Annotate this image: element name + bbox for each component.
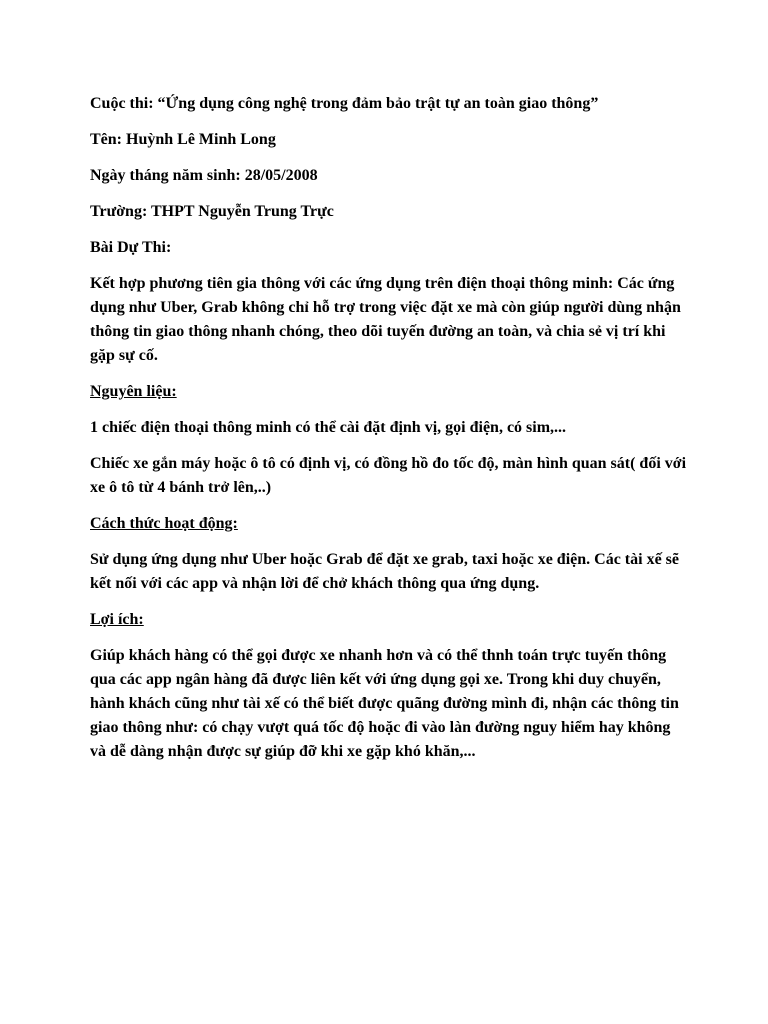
contest-line: Cuộc thi: “Ứng dụng công nghệ trong đảm bảo trật tự an toàn giao thông” bbox=[90, 95, 599, 112]
material-item-2: Chiếc xe gắn máy hoặc ô tô có định vị, có đồng hồ đo tốc độ, màn hình quan sát( đối với xe ô tô từ 4 bánh trở lên,..) bbox=[90, 455, 687, 496]
dob-line: Ngày tháng năm sinh: 28/05/2008 bbox=[90, 167, 318, 184]
entry-label: Bài Dự Thi: bbox=[90, 239, 172, 256]
benefits-paragraph: Giúp khách hàng có thể gọi được xe nhanh hơn và có thể thnh toán trực tuyến thông qua các app ngân hàng đã được liên kết với ứng dụng gọi xe. Trong khi duy chuyển, hành khách cũng như tài xế có thể biết được quãng đường mình đi, nhận các thông tin giao thông như: có chạy vượt quá tốc độ hoặc đi vào làn đường nguy hiểm hay không và dễ dàng nhận được sự giúp đỡ khi xe gặp khó khăn,... bbox=[90, 647, 679, 760]
benefits-heading: Lợi ích: bbox=[90, 611, 144, 628]
document-body bbox=[90, 92, 690, 776]
material-item-1: 1 chiếc điện thoại thông minh có thể cài đặt định vị, gọi điện, có sim,... bbox=[90, 419, 567, 436]
school-line: Trường: THPT Nguyễn Trung Trực bbox=[90, 203, 334, 220]
materials-heading: Nguyên liệu: bbox=[90, 383, 177, 400]
name-line: Tên: Huỳnh Lê Minh Long bbox=[90, 131, 276, 148]
operation-heading: Cách thức hoạt động: bbox=[90, 515, 238, 532]
operation-paragraph: Sử dụng ứng dụng như Uber hoặc Grab để đặt xe grab, taxi hoặc xe điện. Các tài xế sẽ kết nối với các app và nhận lời để chở khách thông qua ứng dụng. bbox=[90, 551, 680, 592]
intro-paragraph: Kết hợp phương tiên gia thông với các ứng dụng trên điện thoại thông minh: Các ứng dụng như Uber, Grab không chỉ hỗ trợ trong việc đặt xe mà còn giúp người dùng nhận thông tin giao thông nhanh chóng, theo dõi tuyến đường an toàn, và chia sẻ vị trí khi gặp sự cố. bbox=[90, 275, 681, 364]
